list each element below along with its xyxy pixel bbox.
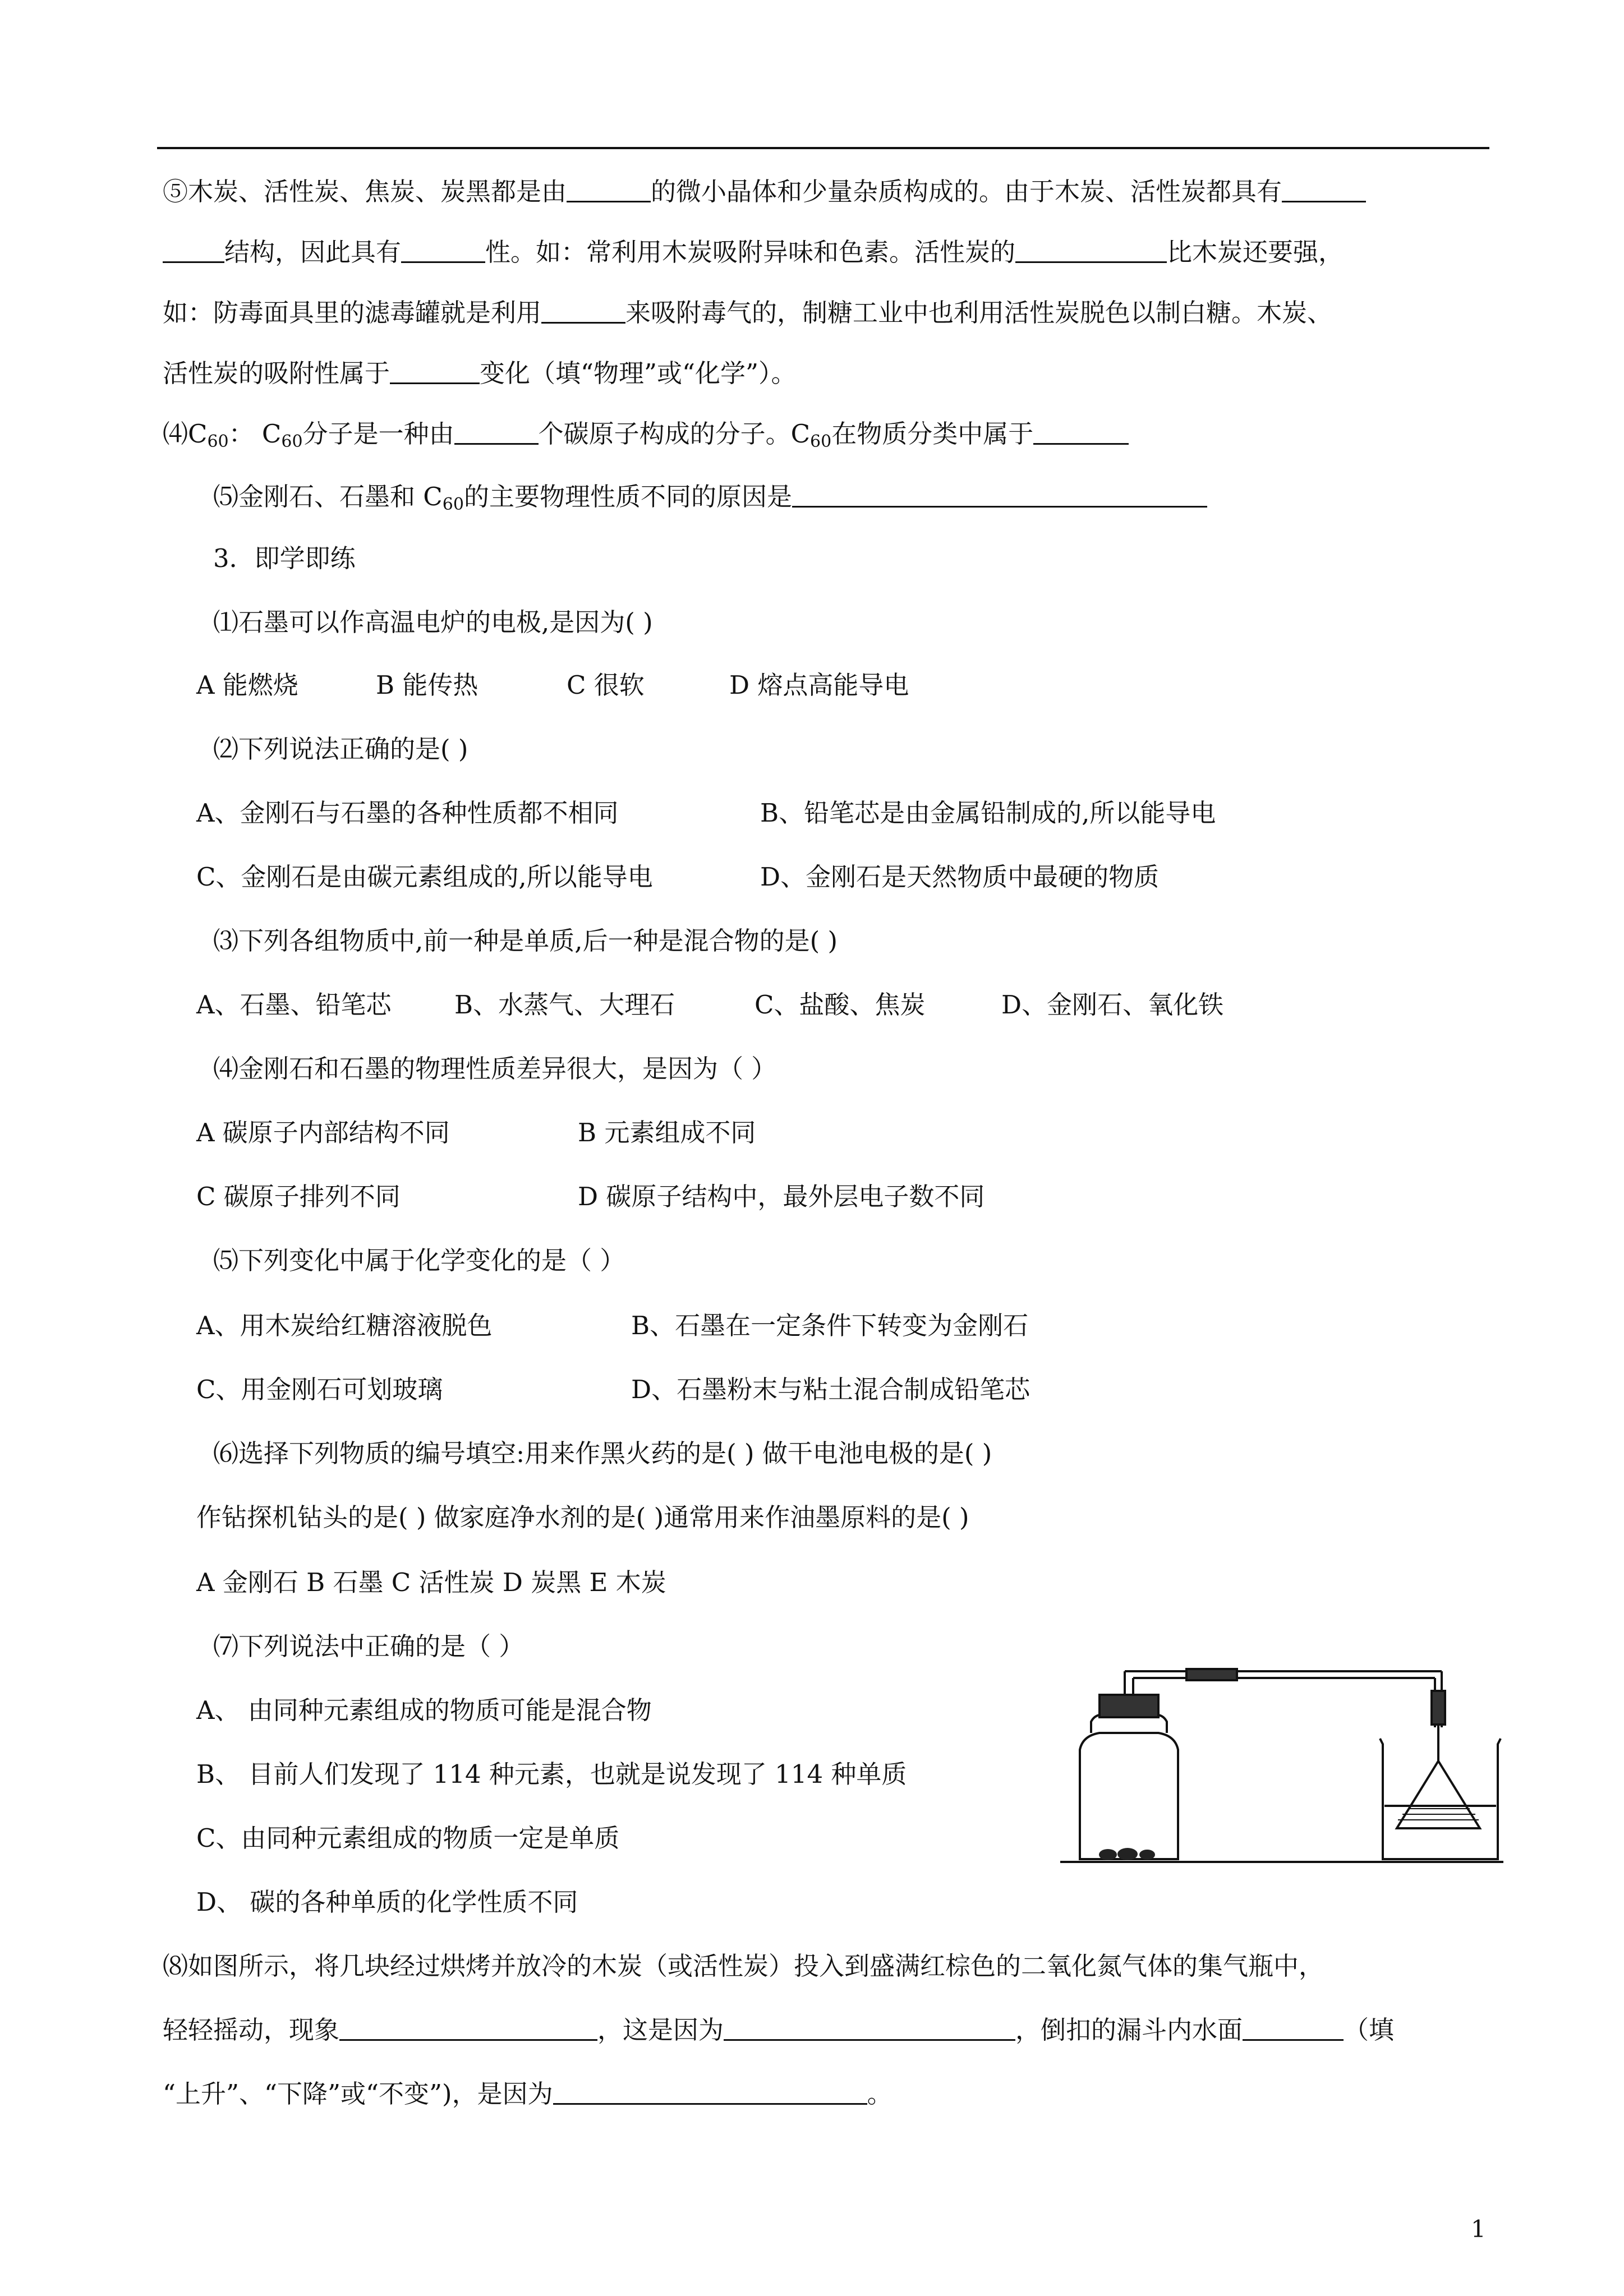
charcoal-pieces bbox=[1099, 1848, 1155, 1860]
item5-line3 bbox=[163, 296, 1332, 330]
q7-stem: ⑺下列说法中正确的是（ ） bbox=[213, 1631, 525, 1661]
blank-field[interactable] bbox=[792, 483, 1207, 508]
blank-field[interactable] bbox=[541, 299, 625, 324]
option-c[interactable]: C、金刚石是由碳元素组成的,所以能导电 bbox=[196, 862, 653, 892]
option-a[interactable]: A、用木炭给红糖溶液脱色 bbox=[196, 1311, 493, 1340]
text: ⑸金刚石、石墨和 C bbox=[213, 482, 443, 511]
option-b[interactable]: B、石墨在一定条件下转变为金刚石 bbox=[631, 1311, 1029, 1340]
option-c[interactable]: C 碳原子排列不同 bbox=[196, 1182, 401, 1211]
beaker bbox=[1380, 1739, 1501, 1859]
text: 。 bbox=[867, 2079, 892, 2109]
blank-field[interactable] bbox=[390, 360, 480, 384]
text: “上升”、“下降”或“不变”)，是因为 bbox=[163, 2079, 553, 2109]
blank-field[interactable] bbox=[1243, 2017, 1344, 2041]
blank-field[interactable] bbox=[1282, 178, 1366, 202]
option-b[interactable]: B 元素组成不同 bbox=[578, 1118, 756, 1147]
q3-options bbox=[196, 988, 1223, 1022]
blank-field[interactable] bbox=[339, 2017, 597, 2041]
option-a[interactable]: A、石墨、铅笔芯 bbox=[196, 990, 392, 1020]
subscript: 60 bbox=[442, 495, 464, 514]
blank-field[interactable] bbox=[1015, 239, 1167, 263]
option-d[interactable]: D、金刚石、氧化铁 bbox=[1001, 990, 1224, 1020]
text: ： C bbox=[228, 419, 282, 449]
option-c[interactable]: C 很软 bbox=[567, 670, 645, 700]
option-d[interactable]: D 碳原子结构中，最外层电子数不同 bbox=[578, 1182, 985, 1211]
page-number: 1 bbox=[1471, 2215, 1486, 2243]
blank-field[interactable] bbox=[163, 239, 224, 263]
q7-option-a[interactable]: A、 由同种元素组成的物质可能是混合物 bbox=[196, 1695, 652, 1725]
funnel bbox=[1397, 1761, 1480, 1828]
option-d[interactable]: D、石墨粉末与粘土混合制成铅笔芯 bbox=[631, 1375, 1030, 1404]
blank-field[interactable] bbox=[567, 178, 651, 202]
item5-line1 bbox=[163, 175, 1366, 209]
text: 轻轻摇动，现象 bbox=[163, 2015, 340, 2045]
q5-options-row1 bbox=[196, 1309, 1028, 1343]
item5-line4 bbox=[163, 357, 797, 390]
blank-field[interactable] bbox=[401, 239, 485, 263]
header-rule bbox=[157, 147, 1489, 149]
subscript: 60 bbox=[207, 432, 229, 451]
q2-options-row2 bbox=[196, 860, 1159, 894]
text: 比木炭还要强， bbox=[1167, 237, 1344, 267]
text: ，倒扣的漏斗内水面 bbox=[1015, 2015, 1243, 2045]
q5-stem: ⑸下列变化中属于化学变化的是（ ） bbox=[213, 1246, 625, 1275]
text: ⑤木炭、活性炭、焦炭、炭黑都是由 bbox=[163, 177, 567, 206]
q8-line2 bbox=[163, 2013, 1394, 2047]
q1-stem: ⑴石墨可以作高温电炉的电极,是因为( ) bbox=[213, 607, 653, 637]
q6-line1: ⑹选择下列物质的编号填空:用来作黑火药的是( ) 做干电池电极的是( ) bbox=[213, 1439, 992, 1468]
option-d[interactable]: D 熔点高能导电 bbox=[729, 670, 909, 700]
gas-jar bbox=[1080, 1733, 1178, 1859]
item5-line2 bbox=[163, 236, 1344, 269]
text: 结构，因此具有 bbox=[224, 237, 402, 267]
subscript: 60 bbox=[281, 432, 303, 451]
option-d[interactable]: D、金刚石是天然物质中最硬的物质 bbox=[760, 862, 1160, 892]
text: ，这是因为 bbox=[597, 2015, 724, 2045]
reason-line bbox=[213, 480, 1207, 514]
q8-line3 bbox=[163, 2077, 892, 2111]
text: 性。如：常利用木炭吸附异味和色素。活性炭的 bbox=[485, 237, 1016, 267]
blank-field[interactable] bbox=[454, 421, 539, 445]
q4-options-row1 bbox=[196, 1116, 756, 1150]
q4-options-row2 bbox=[196, 1180, 984, 1214]
section-title: 3．即学即练 bbox=[213, 543, 356, 573]
option-b[interactable]: B 能传热 bbox=[376, 670, 479, 700]
text: 在物质分类中属于 bbox=[831, 419, 1034, 449]
q7-option-b[interactable]: B、 目前人们发现了 114 种元素，也就是说发现了 114 种单质 bbox=[196, 1759, 907, 1789]
text: 活性炭的吸附性属于 bbox=[163, 358, 390, 388]
q5-options-row2 bbox=[196, 1373, 1030, 1407]
option-b[interactable]: B、铅笔芯是由金属铅制成的,所以能导电 bbox=[760, 798, 1216, 828]
text: ⑷C bbox=[163, 419, 208, 449]
option-c[interactable]: C、用金刚石可划玻璃 bbox=[196, 1375, 443, 1404]
q6-line2: 作钻探机钻头的是( ) 做家庭净水剂的是( )通常用来作油墨原料的是( ) bbox=[196, 1502, 969, 1532]
q6-options: A 金刚石 B 石墨 C 活性炭 D 炭黑 E 木炭 bbox=[196, 1567, 666, 1597]
q8-line1: ⑻如图所示，将几块经过烘烤并放冷的木炭（或活性炭）投入到盛满红棕色的二氧化氮气体的集气瓶中， bbox=[163, 1951, 1324, 1981]
option-a[interactable]: A 能燃烧 bbox=[196, 670, 298, 700]
text: 如：防毒面具里的滤毒罐就是利用 bbox=[163, 298, 542, 328]
q1-options bbox=[196, 668, 909, 702]
c60-line bbox=[163, 417, 1129, 451]
text: 变化（填“物理”或“化学”）。 bbox=[480, 358, 797, 388]
text: 的主要物理性质不同的原因是 bbox=[463, 482, 792, 511]
text: 的微小晶体和少量杂质构成的。由于木炭、活性炭都具有 bbox=[651, 177, 1282, 206]
q2-stem: ⑵下列说法正确的是( ) bbox=[213, 734, 468, 764]
option-b[interactable]: B、水蒸气、大理石 bbox=[454, 990, 675, 1020]
rubber-tube bbox=[1432, 1691, 1445, 1725]
q2-options-row1 bbox=[196, 796, 1216, 830]
blank-field[interactable] bbox=[1033, 421, 1129, 445]
blank-field[interactable] bbox=[724, 2017, 1015, 2041]
option-a[interactable]: A、金刚石与石墨的各种性质都不相同 bbox=[196, 798, 619, 828]
subscript: 60 bbox=[810, 432, 832, 451]
apparatus-figure bbox=[1055, 1666, 1515, 1868]
stopper bbox=[1099, 1695, 1158, 1717]
q7-option-c[interactable]: C、由同种元素组成的物质一定是单质 bbox=[196, 1823, 620, 1853]
text: 分子是一种由 bbox=[302, 419, 454, 449]
text: 个碳原子构成的分子。C bbox=[538, 419, 811, 449]
q4-stem: ⑷金刚石和石墨的物理性质差异很大，是因为（ ） bbox=[213, 1054, 777, 1084]
text: 来吸附毒气的，制糖工业中也利用活性炭脱色以制白糖。木炭、 bbox=[625, 298, 1333, 328]
option-a[interactable]: A 碳原子内部结构不同 bbox=[196, 1118, 450, 1147]
text: （填 bbox=[1344, 2015, 1395, 2045]
option-c[interactable]: C、盐酸、焦炭 bbox=[755, 990, 926, 1020]
q7-option-d[interactable]: D、 碳的各种单质的化学性质不同 bbox=[196, 1887, 578, 1917]
q3-stem: ⑶下列各组物质中,前一种是单质,后一种是混合物的是( ) bbox=[213, 926, 838, 956]
rubber-connector bbox=[1186, 1669, 1237, 1680]
blank-field[interactable] bbox=[553, 2081, 867, 2105]
